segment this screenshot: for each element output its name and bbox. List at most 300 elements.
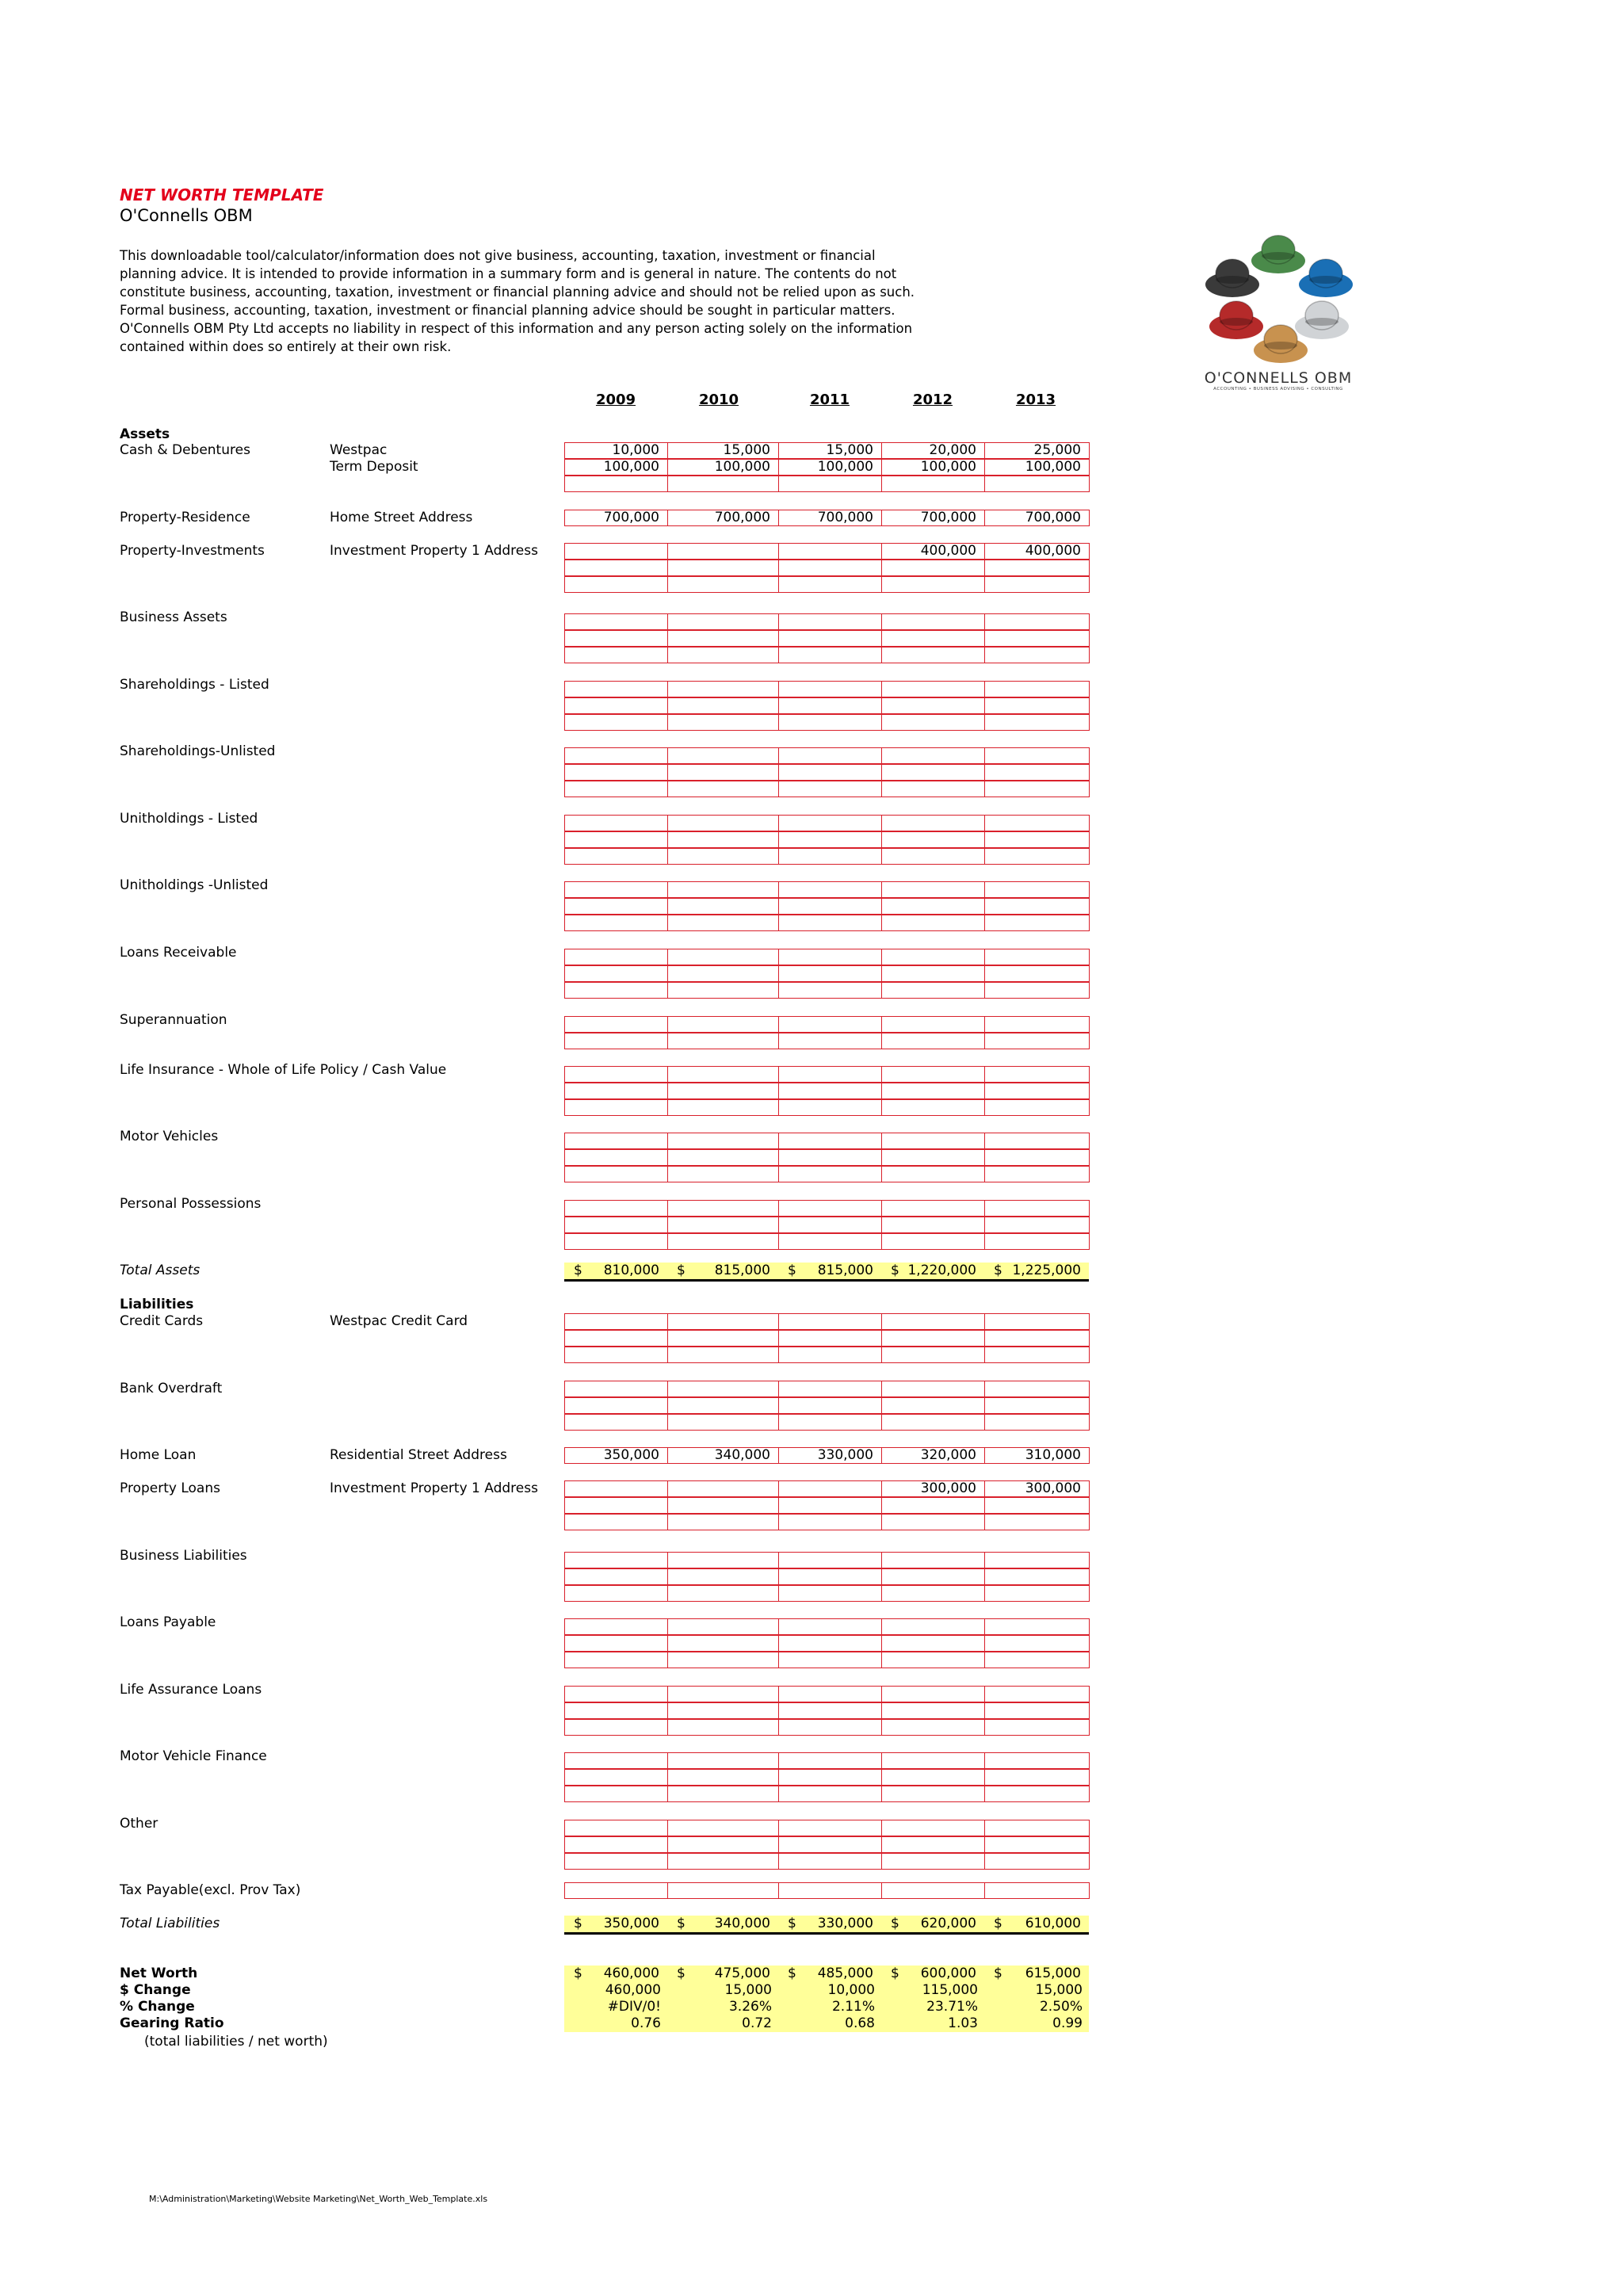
value-cell-2012[interactable] — [881, 1820, 985, 1836]
value-cell-2011[interactable] — [778, 1099, 882, 1116]
value-cell-2010[interactable] — [667, 714, 779, 731]
value-cell-2010[interactable] — [667, 1083, 779, 1099]
value-cell-2013[interactable] — [984, 1083, 1090, 1099]
value-cell-2012[interactable] — [881, 647, 985, 663]
value-cell-2010[interactable] — [667, 898, 779, 915]
value-cell-2009[interactable] — [564, 560, 668, 576]
value-cell-2012[interactable] — [881, 1618, 985, 1635]
value-cell-2010[interactable] — [667, 1480, 779, 1497]
value-cell-2009[interactable] — [564, 681, 668, 697]
value-cell-2013[interactable] — [984, 1347, 1090, 1363]
value-cell-2013[interactable] — [984, 647, 1090, 663]
value-cell-2011[interactable] — [778, 1397, 882, 1414]
value-cell-2010[interactable] — [667, 1618, 779, 1635]
value-cell-2012[interactable] — [881, 1497, 985, 1514]
value-cell-2010[interactable] — [667, 1033, 779, 1049]
value-cell-2009[interactable] — [564, 1836, 668, 1853]
value-cell-2009[interactable] — [564, 1752, 668, 1769]
value-cell-2013[interactable] — [984, 1514, 1090, 1530]
value-cell-2010[interactable] — [667, 1652, 779, 1668]
value-cell-2012[interactable]: 320,000 — [881, 1447, 985, 1464]
value-cell-2009[interactable] — [564, 949, 668, 965]
value-cell-2009[interactable] — [564, 915, 668, 931]
value-cell-2011[interactable] — [778, 697, 882, 714]
value-cell-2011[interactable] — [778, 881, 882, 898]
value-cell-2011[interactable] — [778, 982, 882, 999]
value-cell-2013[interactable] — [984, 1853, 1090, 1870]
value-cell-2010[interactable] — [667, 476, 779, 492]
value-cell-2013[interactable] — [984, 915, 1090, 931]
value-cell-2013[interactable] — [984, 831, 1090, 848]
value-cell-2009[interactable] — [564, 1719, 668, 1736]
value-cell-2013[interactable] — [984, 1099, 1090, 1116]
value-cell-2011[interactable] — [778, 560, 882, 576]
value-cell-2010[interactable] — [667, 815, 779, 831]
value-cell-2011[interactable] — [778, 1769, 882, 1786]
value-cell-2009[interactable] — [564, 815, 668, 831]
value-cell-2011[interactable] — [778, 630, 882, 647]
value-cell-2010[interactable] — [667, 560, 779, 576]
value-cell-2012[interactable] — [881, 781, 985, 797]
value-cell-2012[interactable] — [881, 1568, 985, 1585]
value-cell-2013[interactable]: 25,000 — [984, 442, 1090, 459]
value-cell-2013[interactable] — [984, 681, 1090, 697]
value-cell-2013[interactable] — [984, 1397, 1090, 1414]
value-cell-2009[interactable] — [564, 1330, 668, 1347]
value-cell-2012[interactable] — [881, 1233, 985, 1250]
value-cell-2011[interactable] — [778, 764, 882, 781]
value-cell-2013[interactable] — [984, 1618, 1090, 1635]
value-cell-2012[interactable] — [881, 1217, 985, 1233]
value-cell-2010[interactable] — [667, 747, 779, 764]
value-cell-2013[interactable] — [984, 476, 1090, 492]
value-cell-2013[interactable] — [984, 815, 1090, 831]
value-cell-2010[interactable] — [667, 543, 779, 560]
value-cell-2013[interactable] — [984, 1786, 1090, 1802]
value-cell-2013[interactable] — [984, 1381, 1090, 1397]
value-cell-2009[interactable] — [564, 1769, 668, 1786]
value-cell-2013[interactable] — [984, 697, 1090, 714]
value-cell-2011[interactable] — [778, 1347, 882, 1363]
value-cell-2010[interactable] — [667, 1347, 779, 1363]
value-cell-2010[interactable] — [667, 1514, 779, 1530]
value-cell-2011[interactable]: 700,000 — [778, 510, 882, 526]
value-cell-2010[interactable] — [667, 1820, 779, 1836]
value-cell-2010[interactable] — [667, 1133, 779, 1149]
value-cell-2013[interactable] — [984, 1585, 1090, 1602]
value-cell-2011[interactable] — [778, 1853, 882, 1870]
value-cell-2010[interactable] — [667, 613, 779, 630]
value-cell-2013[interactable] — [984, 1836, 1090, 1853]
value-cell-2010[interactable] — [667, 1686, 779, 1702]
value-cell-2012[interactable] — [881, 1397, 985, 1414]
value-cell-2012[interactable] — [881, 1016, 985, 1033]
value-cell-2012[interactable] — [881, 630, 985, 647]
value-cell-2009[interactable] — [564, 543, 668, 560]
value-cell-2010[interactable] — [667, 1397, 779, 1414]
value-cell-2009[interactable] — [564, 1497, 668, 1514]
value-cell-2009[interactable] — [564, 697, 668, 714]
value-cell-2011[interactable] — [778, 543, 882, 560]
value-cell-2012[interactable] — [881, 1066, 985, 1083]
value-cell-2009[interactable] — [564, 1652, 668, 1668]
value-cell-2010[interactable] — [667, 1217, 779, 1233]
value-cell-2009[interactable] — [564, 1702, 668, 1719]
value-cell-2011[interactable] — [778, 1568, 882, 1585]
value-cell-2010[interactable] — [667, 1149, 779, 1166]
value-cell-2013[interactable] — [984, 1769, 1090, 1786]
value-cell-2012[interactable] — [881, 1166, 985, 1182]
value-cell-2010[interactable] — [667, 681, 779, 697]
value-cell-2010[interactable] — [667, 1568, 779, 1585]
value-cell-2010[interactable] — [667, 848, 779, 865]
value-cell-2013[interactable] — [984, 1414, 1090, 1431]
value-cell-2010[interactable] — [667, 647, 779, 663]
value-cell-2011[interactable]: 100,000 — [778, 459, 882, 476]
value-cell-2009[interactable]: 100,000 — [564, 459, 668, 476]
value-cell-2009[interactable] — [564, 898, 668, 915]
value-cell-2009[interactable] — [564, 1133, 668, 1149]
value-cell-2011[interactable] — [778, 815, 882, 831]
value-cell-2009[interactable]: 350,000 — [564, 1447, 668, 1464]
value-cell-2013[interactable] — [984, 560, 1090, 576]
value-cell-2009[interactable] — [564, 714, 668, 731]
value-cell-2013[interactable] — [984, 1217, 1090, 1233]
value-cell-2009[interactable] — [564, 1882, 668, 1899]
value-cell-2011[interactable]: 330,000 — [778, 1447, 882, 1464]
value-cell-2012[interactable] — [881, 613, 985, 630]
value-cell-2012[interactable] — [881, 1702, 985, 1719]
value-cell-2010[interactable] — [667, 1381, 779, 1397]
value-cell-2011[interactable] — [778, 681, 882, 697]
value-cell-2012[interactable] — [881, 1635, 985, 1652]
value-cell-2012[interactable] — [881, 831, 985, 848]
value-cell-2011[interactable] — [778, 647, 882, 663]
value-cell-2013[interactable] — [984, 1066, 1090, 1083]
value-cell-2011[interactable] — [778, 1752, 882, 1769]
value-cell-2011[interactable] — [778, 1882, 882, 1899]
value-cell-2012[interactable]: 20,000 — [881, 442, 985, 459]
value-cell-2013[interactable] — [984, 1568, 1090, 1585]
value-cell-2011[interactable] — [778, 1149, 882, 1166]
value-cell-2011[interactable] — [778, 1016, 882, 1033]
value-cell-2012[interactable] — [881, 1200, 985, 1217]
value-cell-2011[interactable] — [778, 1217, 882, 1233]
value-cell-2011[interactable] — [778, 1786, 882, 1802]
value-cell-2012[interactable]: 100,000 — [881, 459, 985, 476]
value-cell-2013[interactable] — [984, 747, 1090, 764]
value-cell-2013[interactable] — [984, 1033, 1090, 1049]
value-cell-2011[interactable] — [778, 1635, 882, 1652]
value-cell-2013[interactable] — [984, 1330, 1090, 1347]
value-cell-2011[interactable] — [778, 965, 882, 982]
value-cell-2010[interactable] — [667, 1200, 779, 1217]
value-cell-2013[interactable] — [984, 1719, 1090, 1736]
value-cell-2012[interactable] — [881, 1882, 985, 1899]
value-cell-2012[interactable] — [881, 1133, 985, 1149]
value-cell-2009[interactable] — [564, 1514, 668, 1530]
value-cell-2013[interactable] — [984, 1752, 1090, 1769]
value-cell-2010[interactable] — [667, 1836, 779, 1853]
value-cell-2013[interactable] — [984, 898, 1090, 915]
value-cell-2013[interactable] — [984, 949, 1090, 965]
value-cell-2009[interactable] — [564, 1347, 668, 1363]
value-cell-2009[interactable] — [564, 1066, 668, 1083]
value-cell-2010[interactable] — [667, 1414, 779, 1431]
value-cell-2010[interactable] — [667, 1099, 779, 1116]
value-cell-2009[interactable] — [564, 647, 668, 663]
value-cell-2012[interactable] — [881, 476, 985, 492]
value-cell-2012[interactable] — [881, 1853, 985, 1870]
value-cell-2009[interactable] — [564, 576, 668, 593]
value-cell-2012[interactable] — [881, 1381, 985, 1397]
value-cell-2009[interactable] — [564, 982, 668, 999]
value-cell-2009[interactable] — [564, 1568, 668, 1585]
value-cell-2011[interactable] — [778, 613, 882, 630]
value-cell-2010[interactable] — [667, 1853, 779, 1870]
value-cell-2010[interactable] — [667, 1497, 779, 1514]
value-cell-2012[interactable] — [881, 1149, 985, 1166]
value-cell-2011[interactable] — [778, 1702, 882, 1719]
value-cell-2009[interactable] — [564, 1414, 668, 1431]
value-cell-2011[interactable] — [778, 1480, 882, 1497]
value-cell-2012[interactable] — [881, 898, 985, 915]
value-cell-2013[interactable] — [984, 965, 1090, 982]
value-cell-2011[interactable] — [778, 915, 882, 931]
value-cell-2013[interactable]: 400,000 — [984, 543, 1090, 560]
value-cell-2009[interactable] — [564, 1166, 668, 1182]
value-cell-2011[interactable] — [778, 1585, 882, 1602]
value-cell-2010[interactable] — [667, 1233, 779, 1250]
value-cell-2009[interactable] — [564, 965, 668, 982]
value-cell-2009[interactable] — [564, 1200, 668, 1217]
value-cell-2010[interactable] — [667, 881, 779, 898]
value-cell-2013[interactable] — [984, 1233, 1090, 1250]
value-cell-2013[interactable] — [984, 764, 1090, 781]
value-cell-2013[interactable]: 310,000 — [984, 1447, 1090, 1464]
value-cell-2010[interactable] — [667, 576, 779, 593]
value-cell-2012[interactable] — [881, 848, 985, 865]
value-cell-2009[interactable] — [564, 747, 668, 764]
value-cell-2010[interactable] — [667, 764, 779, 781]
value-cell-2013[interactable] — [984, 1149, 1090, 1166]
value-cell-2013[interactable] — [984, 714, 1090, 731]
value-cell-2011[interactable] — [778, 1719, 882, 1736]
value-cell-2013[interactable] — [984, 1820, 1090, 1836]
value-cell-2013[interactable] — [984, 1702, 1090, 1719]
value-cell-2011[interactable]: 15,000 — [778, 442, 882, 459]
value-cell-2013[interactable] — [984, 630, 1090, 647]
value-cell-2009[interactable]: 10,000 — [564, 442, 668, 459]
value-cell-2010[interactable] — [667, 1752, 779, 1769]
value-cell-2012[interactable] — [881, 982, 985, 999]
value-cell-2010[interactable] — [667, 1166, 779, 1182]
value-cell-2010[interactable] — [667, 1330, 779, 1347]
value-cell-2011[interactable] — [778, 476, 882, 492]
value-cell-2011[interactable] — [778, 576, 882, 593]
value-cell-2013[interactable] — [984, 1552, 1090, 1568]
value-cell-2011[interactable] — [778, 949, 882, 965]
value-cell-2012[interactable] — [881, 1347, 985, 1363]
value-cell-2012[interactable] — [881, 747, 985, 764]
value-cell-2010[interactable] — [667, 1552, 779, 1568]
value-cell-2011[interactable] — [778, 1552, 882, 1568]
value-cell-2011[interactable] — [778, 1381, 882, 1397]
value-cell-2011[interactable] — [778, 1414, 882, 1431]
value-cell-2009[interactable] — [564, 848, 668, 865]
value-cell-2009[interactable] — [564, 1552, 668, 1568]
value-cell-2009[interactable] — [564, 1820, 668, 1836]
value-cell-2011[interactable] — [778, 1820, 882, 1836]
value-cell-2009[interactable] — [564, 1099, 668, 1116]
value-cell-2010[interactable] — [667, 1016, 779, 1033]
value-cell-2010[interactable] — [667, 781, 779, 797]
value-cell-2011[interactable] — [778, 1652, 882, 1668]
value-cell-2009[interactable] — [564, 1686, 668, 1702]
value-cell-2013[interactable]: 700,000 — [984, 510, 1090, 526]
value-cell-2009[interactable] — [564, 1381, 668, 1397]
value-cell-2012[interactable] — [881, 1652, 985, 1668]
value-cell-2009[interactable] — [564, 881, 668, 898]
value-cell-2011[interactable] — [778, 1330, 882, 1347]
value-cell-2012[interactable] — [881, 714, 985, 731]
value-cell-2013[interactable] — [984, 1882, 1090, 1899]
value-cell-2009[interactable] — [564, 1233, 668, 1250]
value-cell-2013[interactable] — [984, 881, 1090, 898]
value-cell-2012[interactable] — [881, 1686, 985, 1702]
value-cell-2012[interactable] — [881, 1752, 985, 1769]
value-cell-2013[interactable] — [984, 781, 1090, 797]
value-cell-2009[interactable] — [564, 613, 668, 630]
value-cell-2012[interactable] — [881, 1313, 985, 1330]
value-cell-2012[interactable] — [881, 1769, 985, 1786]
value-cell-2009[interactable] — [564, 1083, 668, 1099]
value-cell-2009[interactable] — [564, 1635, 668, 1652]
value-cell-2012[interactable] — [881, 1330, 985, 1347]
value-cell-2010[interactable] — [667, 965, 779, 982]
value-cell-2010[interactable] — [667, 1702, 779, 1719]
value-cell-2009[interactable] — [564, 1397, 668, 1414]
value-cell-2009[interactable] — [564, 1149, 668, 1166]
value-cell-2011[interactable] — [778, 747, 882, 764]
value-cell-2012[interactable] — [881, 1585, 985, 1602]
value-cell-2010[interactable] — [667, 1719, 779, 1736]
value-cell-2011[interactable] — [778, 1313, 882, 1330]
value-cell-2012[interactable] — [881, 815, 985, 831]
value-cell-2011[interactable] — [778, 1066, 882, 1083]
value-cell-2010[interactable]: 100,000 — [667, 459, 779, 476]
value-cell-2012[interactable] — [881, 915, 985, 931]
value-cell-2013[interactable] — [984, 982, 1090, 999]
value-cell-2013[interactable] — [984, 848, 1090, 865]
value-cell-2011[interactable] — [778, 1686, 882, 1702]
value-cell-2010[interactable] — [667, 697, 779, 714]
value-cell-2011[interactable] — [778, 1514, 882, 1530]
value-cell-2010[interactable]: 700,000 — [667, 510, 779, 526]
value-cell-2013[interactable] — [984, 1200, 1090, 1217]
value-cell-2012[interactable]: 400,000 — [881, 543, 985, 560]
value-cell-2009[interactable] — [564, 1217, 668, 1233]
value-cell-2009[interactable]: 700,000 — [564, 510, 668, 526]
value-cell-2009[interactable] — [564, 781, 668, 797]
value-cell-2013[interactable] — [984, 1635, 1090, 1652]
value-cell-2011[interactable] — [778, 1166, 882, 1182]
value-cell-2010[interactable] — [667, 1066, 779, 1083]
value-cell-2009[interactable] — [564, 764, 668, 781]
value-cell-2012[interactable] — [881, 1719, 985, 1736]
value-cell-2011[interactable] — [778, 848, 882, 865]
value-cell-2013[interactable] — [984, 1652, 1090, 1668]
value-cell-2009[interactable] — [564, 1480, 668, 1497]
value-cell-2012[interactable] — [881, 1552, 985, 1568]
value-cell-2009[interactable] — [564, 1786, 668, 1802]
value-cell-2013[interactable] — [984, 1497, 1090, 1514]
value-cell-2009[interactable] — [564, 1016, 668, 1033]
value-cell-2012[interactable] — [881, 1083, 985, 1099]
value-cell-2012[interactable] — [881, 576, 985, 593]
value-cell-2009[interactable] — [564, 476, 668, 492]
value-cell-2012[interactable] — [881, 965, 985, 982]
value-cell-2013[interactable] — [984, 1133, 1090, 1149]
value-cell-2009[interactable] — [564, 1033, 668, 1049]
value-cell-2012[interactable] — [881, 1099, 985, 1116]
value-cell-2011[interactable] — [778, 714, 882, 731]
value-cell-2009[interactable] — [564, 630, 668, 647]
value-cell-2010[interactable] — [667, 1882, 779, 1899]
value-cell-2010[interactable] — [667, 831, 779, 848]
value-cell-2012[interactable] — [881, 1836, 985, 1853]
value-cell-2011[interactable] — [778, 1133, 882, 1149]
value-cell-2012[interactable]: 700,000 — [881, 510, 985, 526]
value-cell-2012[interactable] — [881, 1786, 985, 1802]
value-cell-2011[interactable] — [778, 1083, 882, 1099]
value-cell-2009[interactable] — [564, 1618, 668, 1635]
value-cell-2013[interactable]: 300,000 — [984, 1480, 1090, 1497]
value-cell-2011[interactable] — [778, 1033, 882, 1049]
value-cell-2013[interactable] — [984, 576, 1090, 593]
value-cell-2010[interactable]: 15,000 — [667, 442, 779, 459]
value-cell-2011[interactable] — [778, 781, 882, 797]
value-cell-2011[interactable] — [778, 1836, 882, 1853]
value-cell-2011[interactable] — [778, 1200, 882, 1217]
value-cell-2012[interactable] — [881, 1514, 985, 1530]
value-cell-2010[interactable] — [667, 949, 779, 965]
value-cell-2013[interactable] — [984, 1016, 1090, 1033]
value-cell-2010[interactable] — [667, 630, 779, 647]
value-cell-2009[interactable] — [564, 1313, 668, 1330]
value-cell-2011[interactable] — [778, 1233, 882, 1250]
value-cell-2010[interactable]: 340,000 — [667, 1447, 779, 1464]
value-cell-2013[interactable]: 100,000 — [984, 459, 1090, 476]
value-cell-2012[interactable] — [881, 560, 985, 576]
value-cell-2013[interactable] — [984, 1166, 1090, 1182]
value-cell-2012[interactable] — [881, 697, 985, 714]
value-cell-2011[interactable] — [778, 1497, 882, 1514]
value-cell-2009[interactable] — [564, 831, 668, 848]
value-cell-2013[interactable] — [984, 1313, 1090, 1330]
value-cell-2012[interactable] — [881, 881, 985, 898]
value-cell-2010[interactable] — [667, 1635, 779, 1652]
value-cell-2010[interactable] — [667, 1313, 779, 1330]
value-cell-2012[interactable]: 300,000 — [881, 1480, 985, 1497]
value-cell-2009[interactable] — [564, 1585, 668, 1602]
value-cell-2013[interactable] — [984, 613, 1090, 630]
value-cell-2012[interactable] — [881, 1414, 985, 1431]
value-cell-2012[interactable] — [881, 949, 985, 965]
value-cell-2013[interactable] — [984, 1686, 1090, 1702]
value-cell-2010[interactable] — [667, 1769, 779, 1786]
value-cell-2010[interactable] — [667, 1786, 779, 1802]
